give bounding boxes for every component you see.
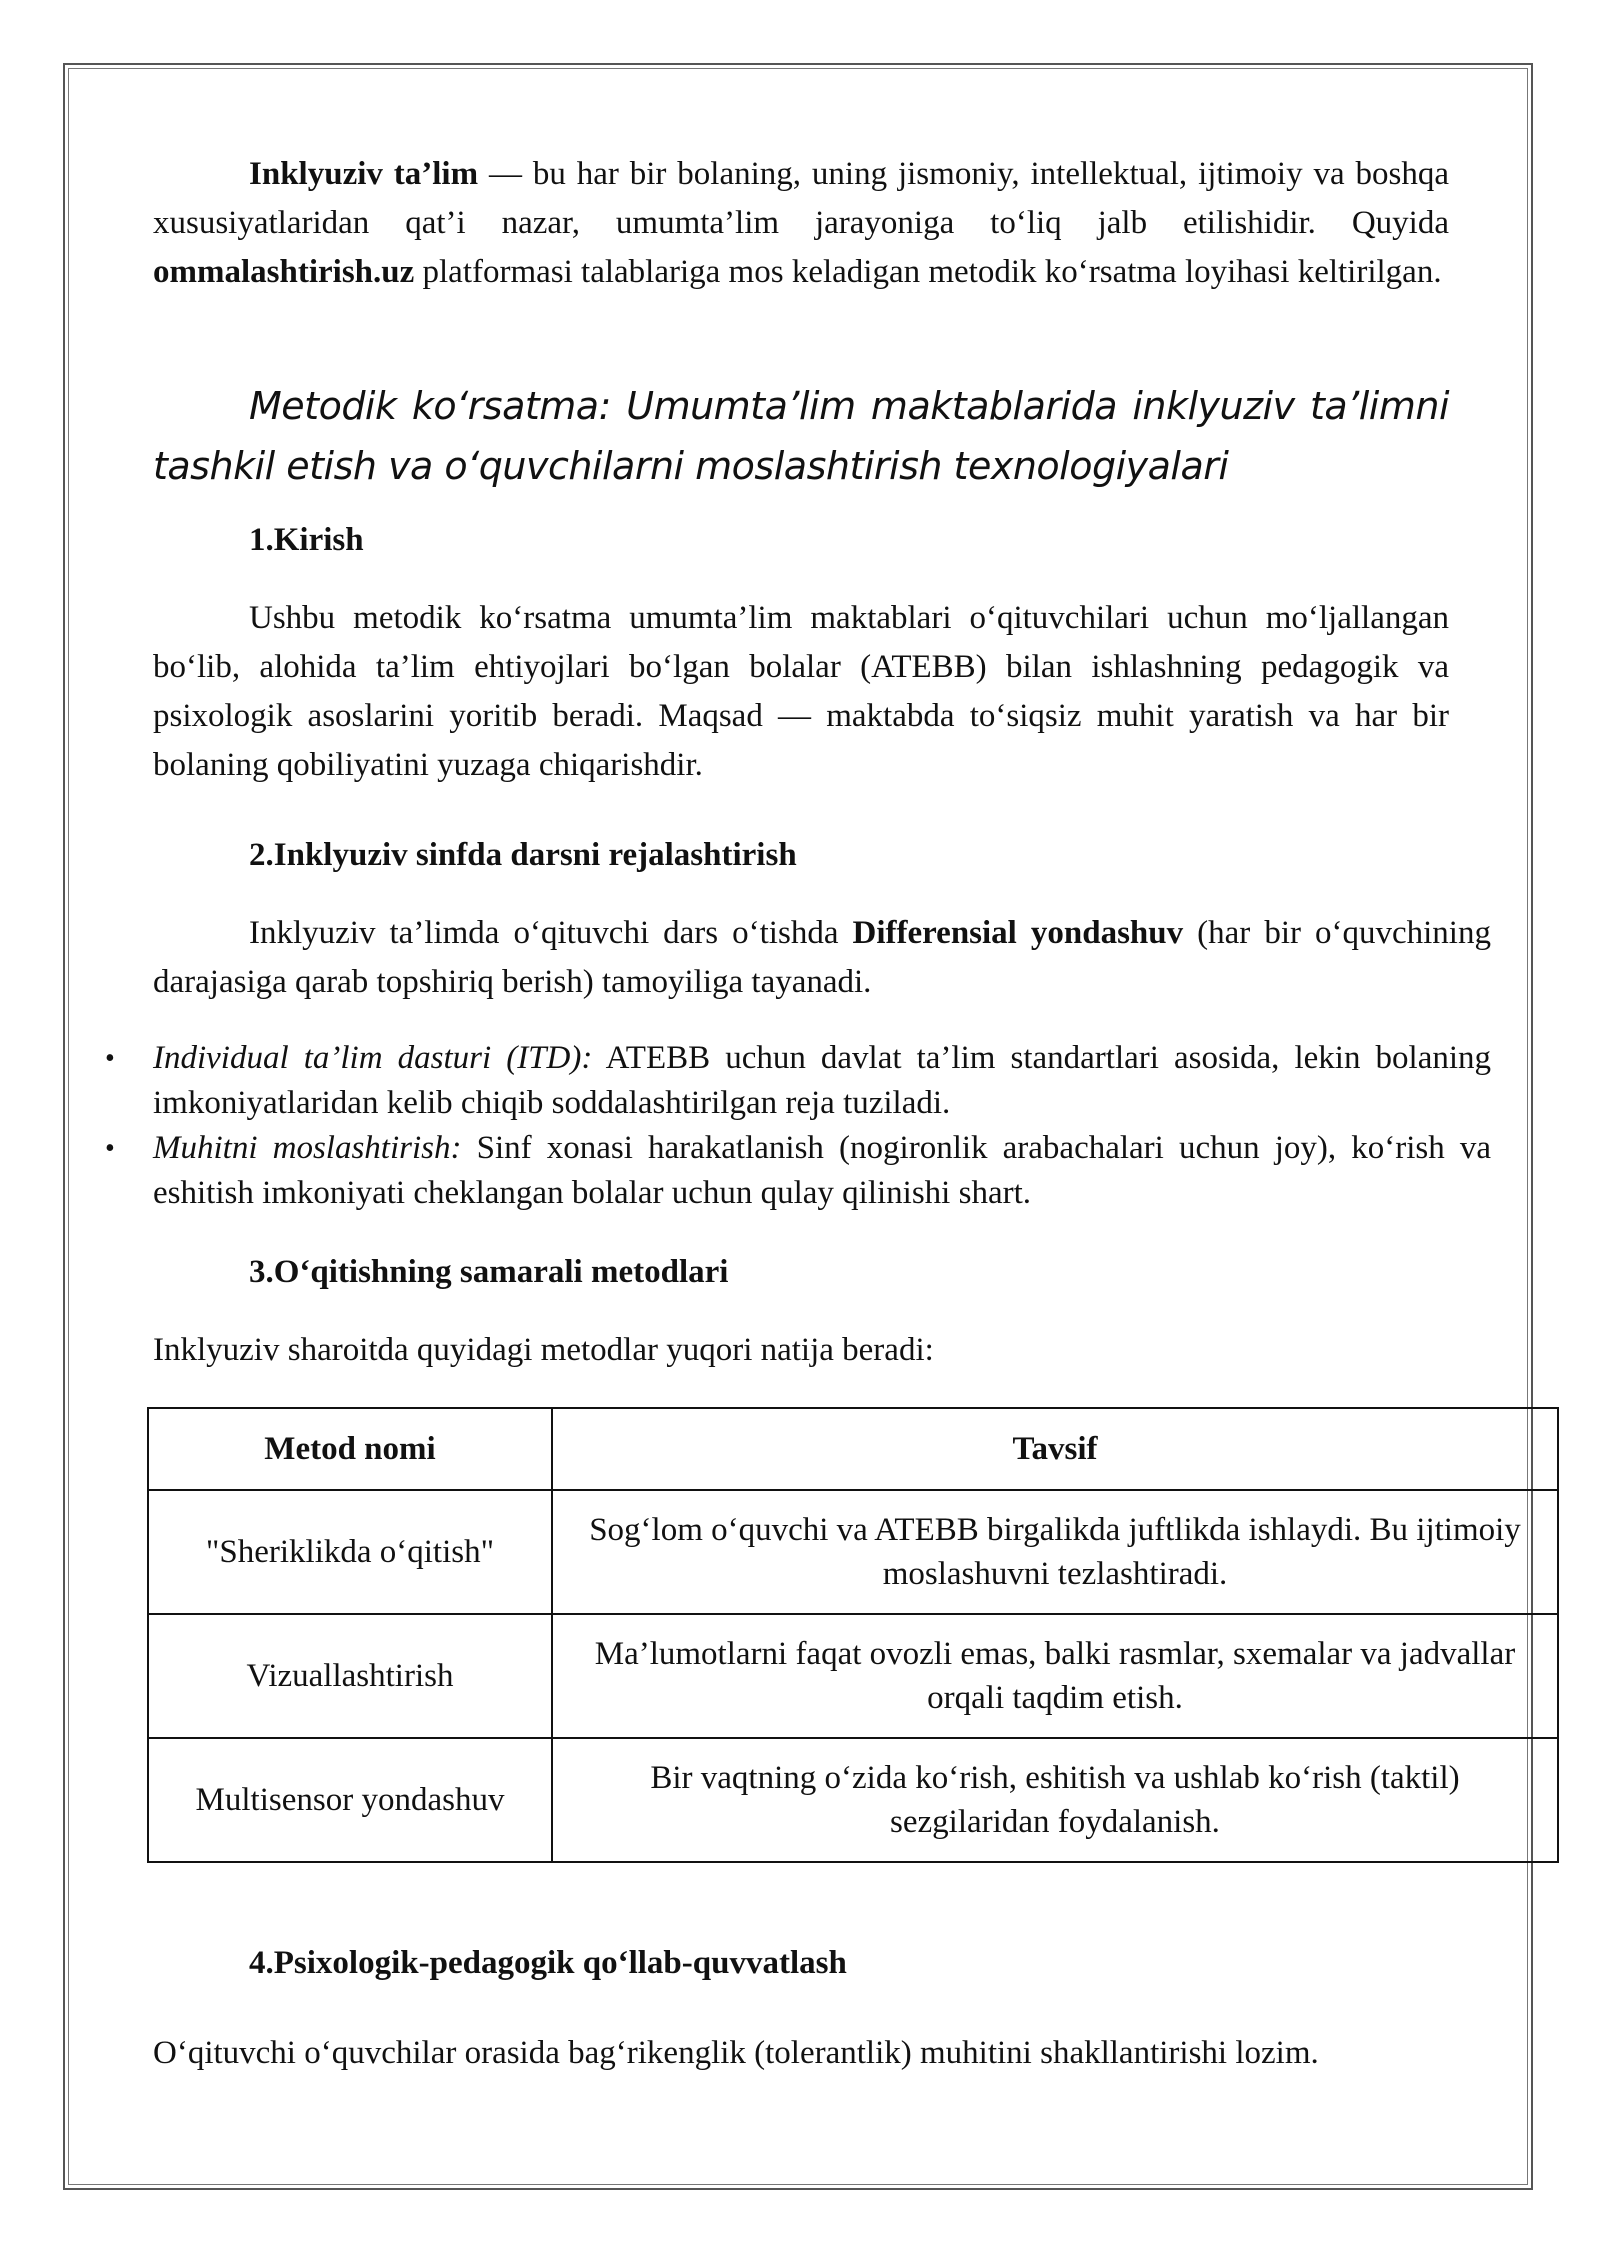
bullet-item-muhit <box>105 1126 1492 1216</box>
intro-text-1: — bu har bir bolaning, uning jismoniy, intellektual, ijtimoiy va boshqa xususiyatlaridan qat’i nazar, umumta’lim jarayoniga to‘liq jalb etilishidir. Quyida <box>153 156 1449 241</box>
section-4-body: O‘qituvchi o‘quvchilar orasida bag‘rikenglik (tolerantlik) muhitini shakllantirishi lozim. <box>153 2035 1319 2071</box>
intro-paragraph <box>153 150 1449 297</box>
table-header-row <box>148 1408 1558 1490</box>
methods-table <box>147 1407 1559 1863</box>
intro-text-2: platformasi talablariga mos keladigan metodik ko‘rsatma loyihasi keltirilgan. <box>414 254 1442 290</box>
bullet-text: Sinf xonasi harakatlanish (nogironlik arabachalari uchun joy), ko‘rish va eshitish imkoniyati cheklangan bolalar uchun qulay qilinishi shart. <box>153 1130 1492 1211</box>
table-row <box>148 1738 1558 1862</box>
table-cell-description: Ma’lumotlarni faqat ovozli emas, balki rasmlar, sxemalar va jadvallar orqali taqdim etish. <box>552 1614 1558 1738</box>
table-cell-description: Sog‘lom o‘quvchi va ATEBB birgalikda juftlikda ishlaydi. Bu ijtimoiy moslashuvni tezlashtiradi. <box>552 1490 1558 1614</box>
section-2-body-text-2: (har bir o‘quvchining darajasiga qarab topshiriq berish) tamoyiliga tayanadi. <box>153 915 1491 1000</box>
section-2-body <box>153 909 1491 1007</box>
table-row <box>148 1490 1558 1614</box>
section-3-heading: 3.O‘qitishning samarali metodlari <box>249 1254 729 1290</box>
bullet-text: ATEBB uchun davlat ta’lim standartlari asosida, lekin bolaning imkoniyatlaridan kelib chiqib soddalashtirilgan reja tuziladi. <box>153 1040 1492 1121</box>
bullet-dot-icon: • <box>105 1133 115 1164</box>
table-cell-method: "Sheriklikda o‘qitish" <box>148 1490 552 1614</box>
table-header-cell: Tavsif <box>552 1408 1558 1490</box>
bullet-dot-icon: • <box>105 1043 115 1074</box>
table-cell-method: Vizuallashtirish <box>148 1614 552 1738</box>
section-3-lead: Inklyuziv sharoitda quyidagi metodlar yuqori natija beradi: <box>153 1332 934 1368</box>
table-row <box>148 1614 1558 1738</box>
section-4-heading: 4.Psixologik-pedagogik qo‘llab-quvvatlash <box>249 1945 847 1981</box>
section-2-bold-term: Differensial yondashuv <box>852 915 1184 951</box>
table-header-cell: Metod nomi <box>148 1408 552 1490</box>
intro-term: Inklyuziv ta’lim <box>249 156 479 192</box>
bullet-item-itd <box>105 1036 1492 1126</box>
section-1-heading: 1.Kirish <box>249 522 364 558</box>
section-2-bullet-list <box>105 1036 1492 1216</box>
section-2-heading: 2.Inklyuziv sinfda darsni rejalashtirish <box>249 837 797 873</box>
platform-name: ommalashtirish.uz <box>153 254 415 290</box>
section-2-body-text-1: Inklyuziv ta’limda o‘qituvchi dars o‘tishda <box>249 915 853 951</box>
table-cell-method: Multisensor yondashuv <box>148 1738 552 1862</box>
document-title: Metodik ko‘rsatma: Umumta’lim maktablarida inklyuziv ta’limni tashkil etish va o‘quvchilarni moslashtirish texnologiyalari <box>153 384 1449 488</box>
bullet-label: Individual ta’lim dasturi (ITD): <box>153 1040 593 1076</box>
bullet-label: Muhitni moslashtirish: <box>153 1130 462 1166</box>
table-cell-description: Bir vaqtning o‘zida ko‘rish, eshitish va ushlab ko‘rish (taktil) sezgilaridan foydalanish. <box>552 1738 1558 1862</box>
section-1-body: Ushbu metodik ko‘rsatma umumta’lim maktablari o‘qituvchilari uchun mo‘ljallangan bo‘lib, alohida ta’lim ehtiyojlari bo‘lgan bolalar (ATEBB) bilan ishlashning pedagogik va psixologik asoslarini yoritib beradi. Maqsad — maktabda to‘siqsiz muhit yaratish va har bir bolaning qobiliyatini yuzaga chiqarishdir. <box>153 600 1449 783</box>
